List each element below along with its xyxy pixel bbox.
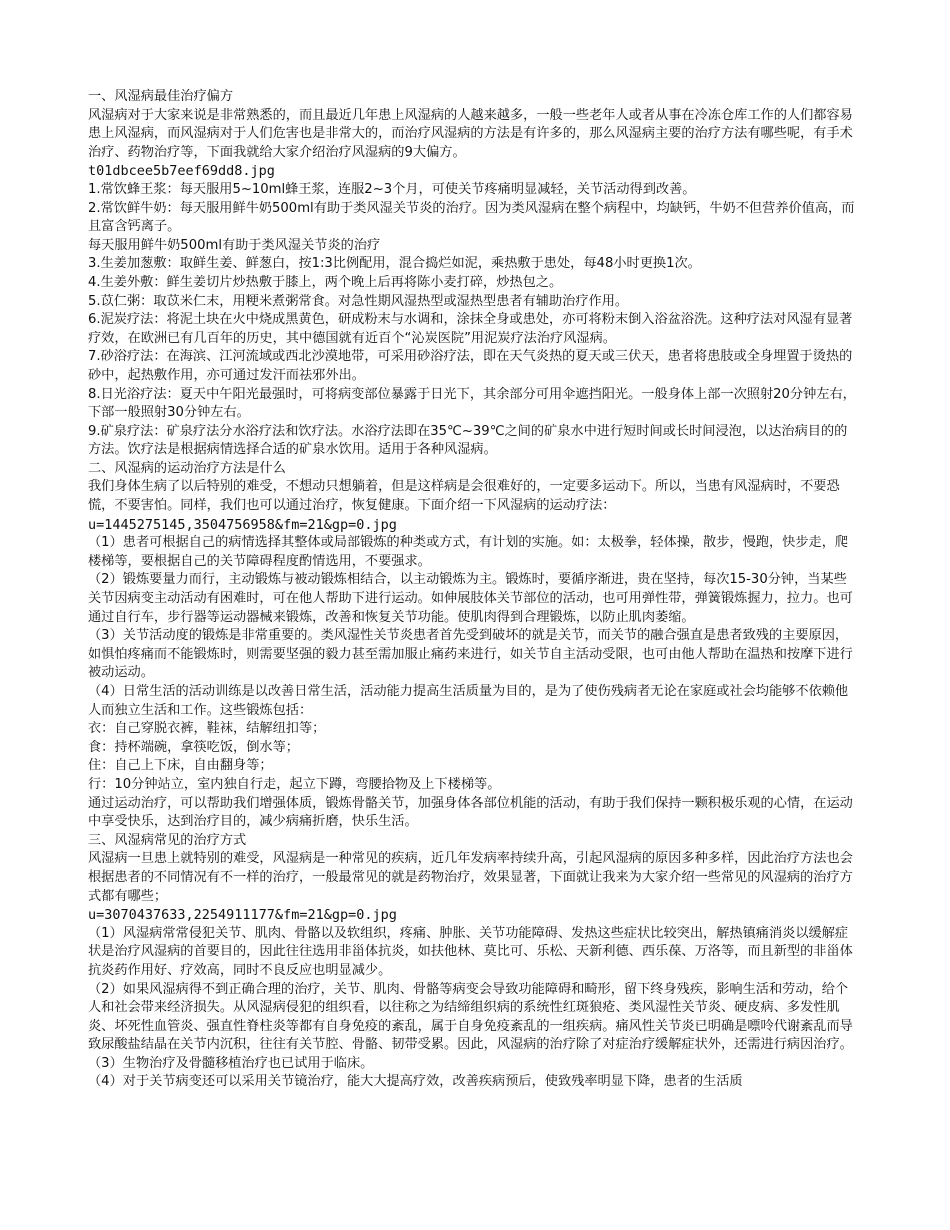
exercise-item-4: （4）日常生活的活动训练是以改善日常生活，活动能力提高生活质量为目的，是为了使伤残病者无论在家庭或社会均能够不依赖他人而独立生活和工作。这些锻炼包括： bbox=[88, 684, 849, 718]
remedy-9: 9.矿泉疗法：矿泉疗法分水浴疗法和饮疗法。水浴疗法即在35℃~39℃之间的矿泉水中进行短时间或长时间浸泡，以达治病目的的方法。饮疗法是根据病情选择合适的矿泉水饮用。适用于各种风湿病。 bbox=[88, 423, 848, 458]
remedy-4: 4.生姜外敷：鲜生姜切片炒热敷于膝上，两个晚上后再将陈小麦打碎，炒热包之。 bbox=[88, 274, 563, 290]
daily-clothing: 衣：自己穿脱衣裤，鞋袜，结解纽扣等； bbox=[88, 721, 326, 737]
remedy-2: 2.常饮鲜牛奶：每天服用鲜牛奶500ml有助于类风湿关节炎的治疗。因为类风湿病在整个病程中，均缺钙，牛奶不但营养价值高，而且富含钙离子。 bbox=[88, 200, 855, 235]
remedy-6: 6.泥炭疗法：将泥土块在火中烧成黑黄色，研成粉末与水调和，涂抹全身或患处，亦可将粉末倒入浴盆浴洗。这种疗法对风湿有显著疗效，在欧洲已有几百年的历史，其中德国就有近百个“沁炭医院”用泥炭疗法治疗风湿病。 bbox=[88, 312, 853, 346]
image-filename-2: u=1445275145,3504756958&fm=21&gp=0.jpg bbox=[88, 516, 397, 533]
remedy-5: 5.苡仁粥：取苡米仁末，用粳米煮粥常食。对急性期风湿热型或湿热型患者有辅助治疗作用。 bbox=[88, 293, 629, 309]
daily-living: 住：自己上下床，自由翻身等； bbox=[88, 758, 273, 774]
exercise-item-2: （2）锻炼要量力而行，主动锻炼与被动锻炼相结合，以主动锻炼为主。锻炼时，要循序渐进，贵在坚持，每次15-30分钟，当某些关节因病变主动活动有困难时，可在他人帮助下进行运动。如伸展肢体关节部位的活动，也可用弹性带，弹簧锻炼握力，拉力。也可通过自行车，步行器等运动器械来锻炼，改善和恢复关节功能。使肌肉得到合理锻炼，以防止肌肉萎缩。 bbox=[88, 572, 853, 625]
image-filename-1: t01dbcee5b7eef69dd8.jpg bbox=[88, 163, 275, 180]
treatment-item-3: （3）生物治疗及骨髓移植治疗也已试用于临床。 bbox=[88, 1055, 374, 1071]
image-filename-3: u=3070437633,2254911177&fm=21&gp=0.jpg bbox=[88, 907, 397, 924]
remedy-3: 3.生姜加葱敷：取鲜生姜、鲜葱白，按1:3比例配用，混合捣烂如泥，乘热敷于患处，每48小时更换1次。 bbox=[88, 256, 701, 272]
section-heading-3: 三、风湿病常见的治疗方式 bbox=[88, 832, 247, 848]
remedy-8: 8.日光浴疗法：夏天中午阳光最强时，可将病变部位暴露于日光下，其余部分可用伞遮挡阳光。一般身体上部一次照射20分钟左右，下部一般照射30分钟左右。 bbox=[88, 386, 856, 421]
section-heading-1: 一、风湿病最佳治疗偏方 bbox=[88, 89, 234, 104]
daily-walking: 行：10分钟站立，室内独自行走，起立下蹲，弯腰拾物及上下楼梯等。 bbox=[88, 776, 501, 792]
treatment-item-4: （4）对于关节病变还可以采用关节镜治疗，能大大提高疗效，改善疾病预后，使致残率明显下降，患者的生活质 bbox=[88, 1074, 743, 1090]
paragraph-exercise-intro: 我们身体生病了以后特别的难受，不想动只想躺着，但是这样病是会很难好的，一定要多运动下。所以，当患有风湿病时，不要恐慌，不要害怕。同样，我们也可以通过治疗，恢复健康。下面介绍一下风湿病的运动疗法： bbox=[88, 479, 840, 514]
section-heading-2: 二、风湿病的运动治疗方法是什么 bbox=[88, 460, 286, 476]
exercise-item-1: （1）患者可根据自己的病情选择其整体或局部锻炼的种类或方式，有计划的实施。如：太极拳，轻体操，散步，慢跑，快步走，爬楼梯等，要根据自己的关节障碍程度酌情选用，不要强求。 bbox=[88, 535, 849, 569]
document-body bbox=[88, 88, 860, 1092]
daily-food: 食：持杯端碗，拿筷吃饭，倒水等； bbox=[88, 739, 299, 755]
paragraph-exercise-summary: 通过运动治疗，可以帮助我们增强体质，锻炼骨骼关节，加强身体各部位机能的活动，有助于我们保持一颗积极乐观的心情，在运动中享受快乐，达到治疗目的，减少病痛折磨，快乐生活。 bbox=[88, 795, 853, 830]
image-caption-milk: 每天服用鲜牛奶500ml有助于类风湿关节炎的治疗 bbox=[88, 237, 381, 253]
treatment-item-1: （1）风湿病常常侵犯关节、肌肉、骨骼以及软组织，疼痛、肿胀、关节功能障碍、发热这些症状比较突出，解热镇痛消炎以缓解症状是治疗风湿病的首要目的，因此往往选用非甾体抗炎，如扶他林、莫比可、乐松、天新利德、西乐葆、万洛等，而且新型的非甾体抗炎药作用好、疗效高，同时不良反应也明显减少。 bbox=[88, 925, 853, 978]
paragraph-treatment-intro: 风湿病一旦患上就特别的难受，风湿病是一种常见的疾病，近几年发病率持续升高，引起风湿病的原因多种多样，因此治疗方法也会根据患者的不同情况有不一样的治疗，一般最常见的就是药物治疗，效果显著，下面就让我来为大家介绍一些常见的风湿病的治疗方式都有哪些； bbox=[88, 851, 853, 904]
treatment-item-2: （2）如果风湿病得不到正确合理的治疗，关节、肌肉、骨骼等病变会导致功能障碍和畸形，留下终身残疾，影响生活和劳动，给个人和社会带来经济损失。从风湿病侵犯的组织看，以往称之为结缔组织病的系统性红斑狼疮、类风湿性关节炎、硬皮病、多发性肌炎、坏死性血管炎、强直性脊柱炎等都有自身免疫的紊乱，属于自身免疫紊乱的一组疾病。痛风性关节炎已明确是嘌呤代谢紊乱而导致尿酸盐结晶在关节内沉积，往往有关节腔、骨骼、韧带受累。因此，风湿病的治疗除了对症治疗缓解症状外，还需进行病因治疗。 bbox=[88, 981, 853, 1053]
remedy-1: 1.常饮蜂王浆：每天服用5~10ml蜂王浆，连服2~3个月，可使关节疼痛明显减轻，关节活动得到改善。 bbox=[88, 181, 696, 197]
remedy-7: 7.砂浴疗法：在海滨、江河流域或西北沙漠地带，可采用砂浴疗法，即在天气炎热的夏天或三伏天，患者将患肢或全身埋置于烫热的砂中，起热敷作用，亦可通过发汗而祛邪外出。 bbox=[88, 349, 853, 383]
exercise-item-3: （3）关节活动度的锻炼是非常重要的。类风湿性关节炎患者首先受到破坏的就是关节，而关节的融合强直是患者致残的主要原因，如惧怕疼痛而不能锻炼时，则需要坚强的毅力甚至需加服止痛药来进行，如关节自主活动受限，也可由他人帮助在温热和按摩下进行被动运动。 bbox=[88, 628, 853, 681]
paragraph-intro: 风湿病对于大家来说是非常熟悉的，而且最近几年患上风湿病的人越来越多，一般一些老年人或者从事在冷冻仓库工作的人们都容易患上风湿病，而风湿病对于人们危害也是非常大的，而治疗风湿病的方法是有许多的，那么风湿病主要的治疗方法有哪些呢，有手术治疗、药物治疗等，下面我就给大家介绍治疗风湿病的9大偏方。 bbox=[88, 107, 853, 160]
